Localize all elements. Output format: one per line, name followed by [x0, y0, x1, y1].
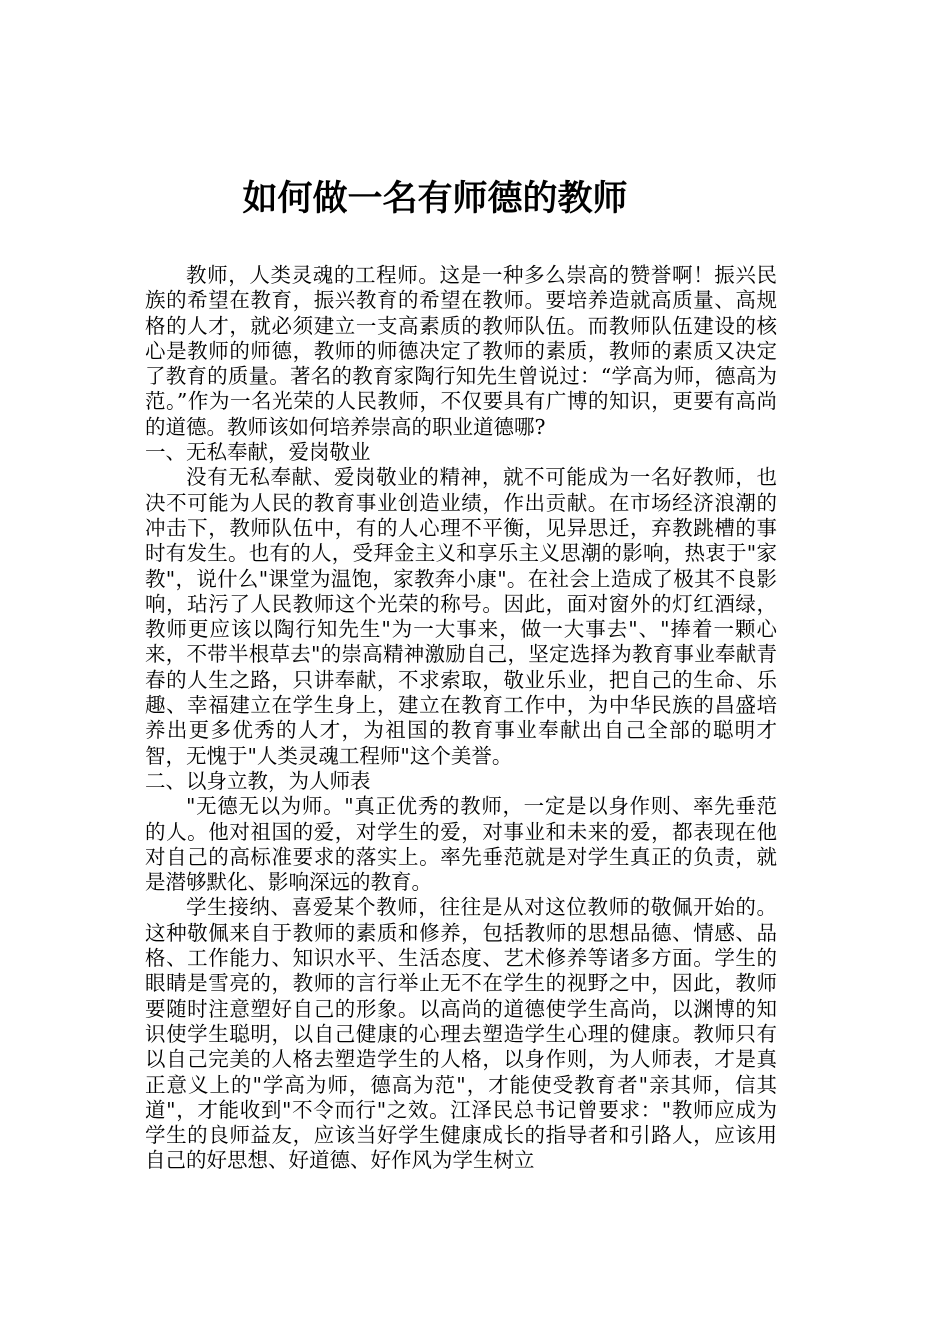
document-title: 如何做一名有师德的教师 — [242, 178, 628, 219]
section-1-paragraph: 没有无私奉献、爱岗敬业的精神，就不可能成为一名好教师，也决不可能为人民的教育事业创造业绩，作出贡献。在市场经济浪潮的冲击下，教师队伍中，有的人心理不平衡，见异思迁，弃教跳槽的事时有发生。也有的人，受拜金主义和享乐主义思潮的影响，热衷于"家教"，说什么"课堂为温饱，家教奔小康"。在社会上造成了极其不良影响，玷污了人民教师这个光荣的称号。因此，面对窗外的灯红酒绿，教师更应该以陶行知先生"为一大事来，做一大事去"、"捧着一颗心来，不带半根草去"的崇高精神激励自己，坚定选择为教育事业奉献青春的人生之路，只讲奉献，不求索取，敬业乐业，把自己的生命、乐趣、幸福建立在学生身上，建立在教育工作中，为中华民族的昌盛培养出更多优秀的人才，为祖国的教育事业奉献出自己全部的聪明才智，无愧于"人类灵魂工程师"这个美誉。 — [145, 465, 777, 768]
section-2-paragraph-1: "无德无以为师。"真正优秀的教师，一定是以身作则、率先垂范的人。他对祖国的爱，对学生的爱，对事业和未来的爱，都表现在他对自己的高标准要求的落实上。率先垂范就是对学生真正的负责，就是潜够默化、影响深远的教育。 — [145, 794, 777, 895]
intro-paragraph: 教师，人类灵魂的工程师。这是一种多么崇高的赞誉啊！振兴民族的希望在教育，振兴教育的希望在教师。要培养造就高质量、高规格的人才，就必须建立一支高素质的教师队伍。而教师队伍建设的核心是教师的师德，教师的师德决定了教师的素质，教师的素质又决定了教育的质量。著名的教育家陶行知先生曾说过：“学高为师，德高为范。”作为一名光荣的人民教师，不仅要具有广博的知识，更要有高尚的道德。教师该如何培养崇高的职业道德哪? — [145, 263, 777, 439]
section-heading-2: 二、以身立教，为人师表 — [145, 768, 371, 793]
section-heading-1: 一、无私奉献，爱岗敬业 — [145, 440, 371, 465]
document-body — [145, 263, 777, 1174]
section-2-paragraph-2: 学生接纳、喜爱某个教师，往往是从对这位教师的敬佩开始的。这种敬佩来自于教师的素质和修养，包括教师的思想品德、情感、品格、工作能力、知识水平、生活态度、艺术修养等诸多方面。学生的眼睛是雪亮的，教师的言行举止无不在学生的视野之中，因此，教师要随时注意塑好自己的形象。以高尚的道德使学生高尚，以渊博的知识使学生聪明，以自己健康的心理去塑造学生心理的健康。教师只有以自己完美的人格去塑造学生的人格，以身作则，为人师表，才是真正意义上的"学高为师，德高为范"，才能使受教育者"亲其师，信其道"，才能收到"不令而行"之效。江泽民总书记曾要求："教师应成为学生的良师益友，应该当好学生健康成长的指导者和引路人，应该用自己的好思想、好道德、好作风为学生树立 — [145, 895, 777, 1173]
